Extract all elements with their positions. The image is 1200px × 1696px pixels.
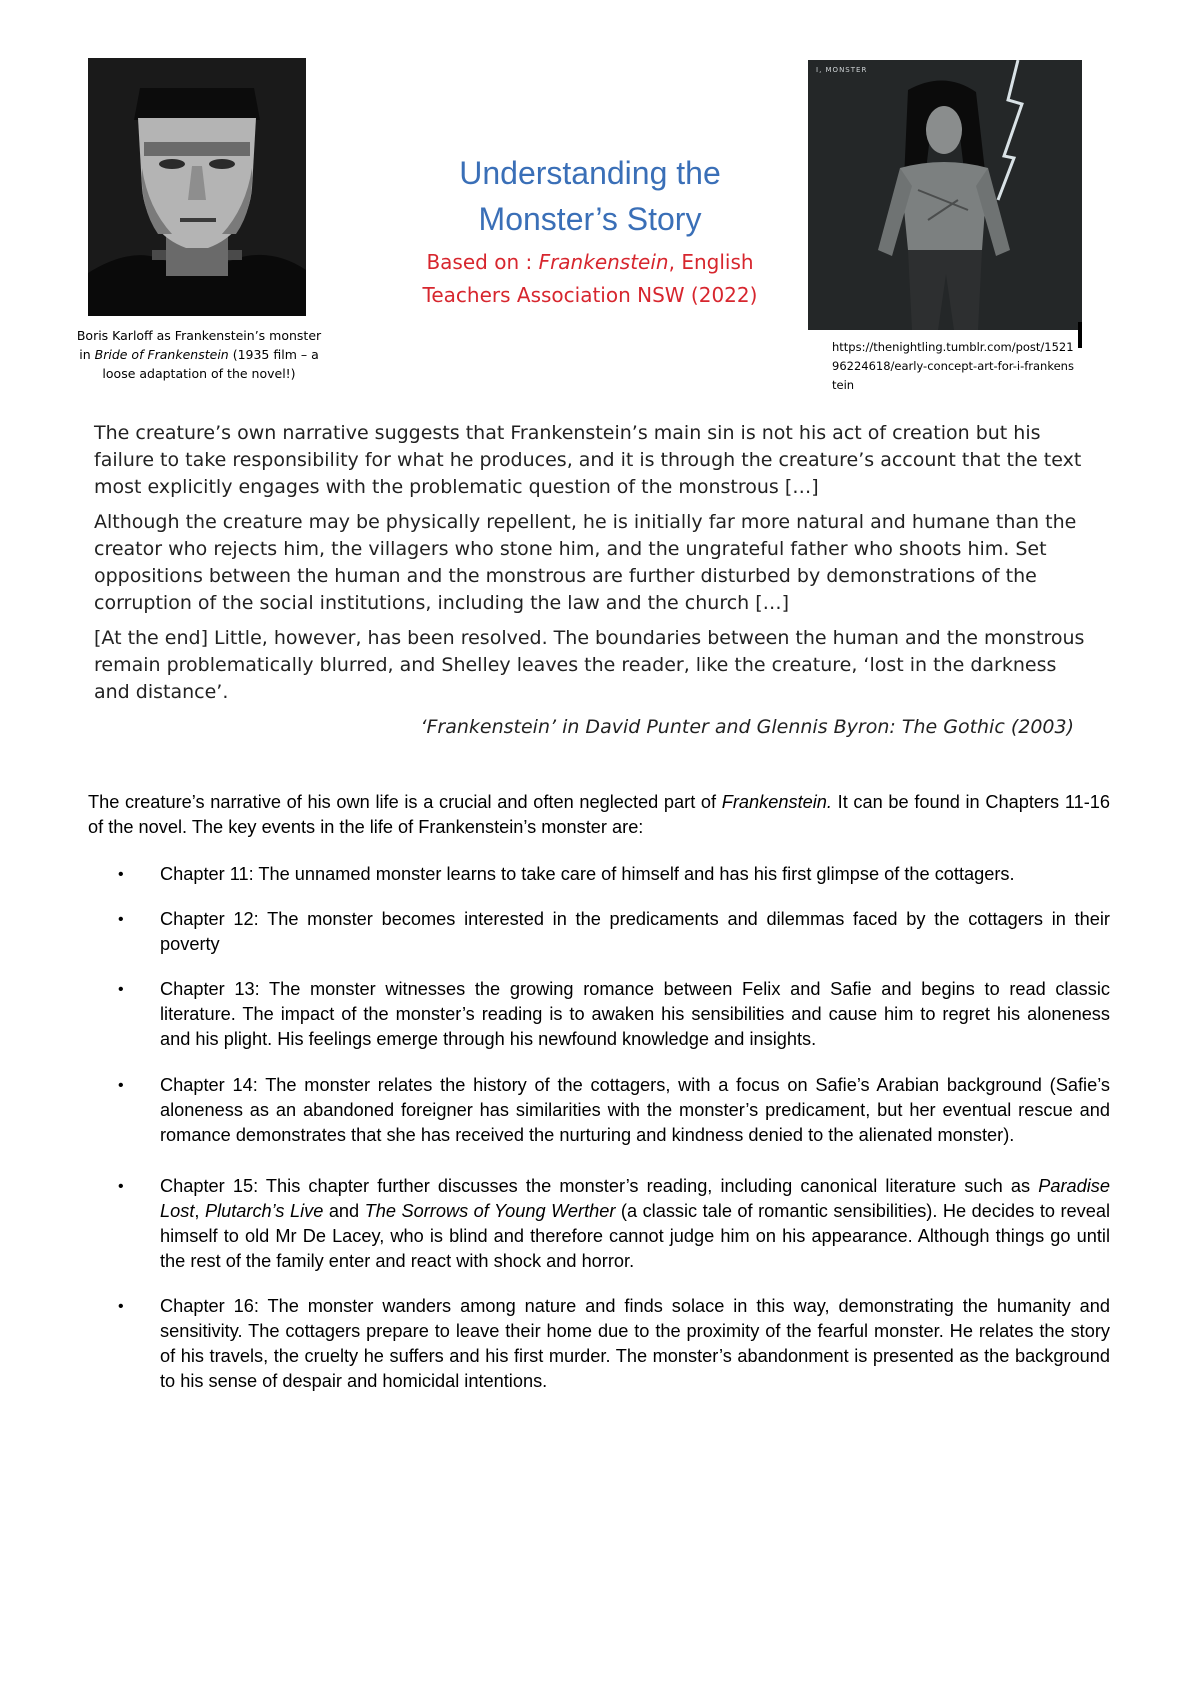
list-item xyxy=(88,907,1110,957)
karloff-photo xyxy=(88,58,306,316)
bullet-icon: • xyxy=(118,1298,124,1315)
intro-paragraph xyxy=(88,790,1110,840)
subtitle-prefix: Based on : xyxy=(426,250,539,274)
work-title: Paradise Lost xyxy=(160,1176,1110,1221)
film-title: Bride of Frankenstein xyxy=(94,347,229,362)
subtitle-line-2: Teachers Association NSW (2022) xyxy=(422,283,758,307)
intro-work-title: Frankenstein. xyxy=(721,792,832,812)
chapter-text: , xyxy=(194,1201,205,1221)
image-border-mark xyxy=(1078,322,1082,348)
chapter-list xyxy=(88,862,1110,1394)
page-title xyxy=(380,150,800,242)
caption-text: in xyxy=(79,347,95,362)
quote-paragraph-1: The creature’s own narrative suggests that Frankenstein’s main sin is not his act of creation but his failure to take responsibility for what he produces, and it is through the creature’s account that the text most explicitly engages with the problematic question of the monstrous […] xyxy=(94,422,1082,498)
chapter-16-summary: Chapter 16: The monster wanders among nature and finds solace in this way, demonstrating the humanity and sensitivity. The cottagers prepare to leave their home due to the proximity of the fearful monster. He relates the story of his travels, the cruelty he suffers and his first murder. The monster’s abandonment is presented as the background to his sense of despair and homicidal intentions. xyxy=(160,1296,1110,1391)
caption-line: Boris Karloff as Frankenstein’s monster xyxy=(76,328,322,343)
chapter-13-summary: Chapter 13: The monster witnesses the growing romance between Felix and Safie and begins to read classic literature. The impact of the monster’s reading is to awaken his sensibilities and cause him to regret his aloneness and his plight. His feelings emerge through his newfound knowledge and insights. xyxy=(160,979,1110,1049)
chapter-text: Chapter 15: This chapter further discusses the monster’s reading, including canonical literature such as xyxy=(160,1176,1039,1196)
list-item xyxy=(88,1294,1110,1394)
work-title: The Sorrows of Young Werther xyxy=(364,1201,616,1221)
bullet-icon: • xyxy=(118,911,124,928)
intro-text: The creature’s narrative of his own life is a crucial and often neglected part of xyxy=(88,792,722,812)
concept-art-link[interactable]: https://thenightling.tumblr.com/post/152196224618/early-concept-art-for-i-frankenstein xyxy=(832,340,1074,392)
critical-quote xyxy=(94,420,1094,741)
list-item xyxy=(88,1073,1110,1148)
bullet-icon: • xyxy=(118,1178,124,1195)
caption-text: (1935 film – a xyxy=(228,347,319,362)
quote-citation: ‘Frankenstein’ in David Punter and Glennis Byron: The Gothic (2003) xyxy=(420,716,1074,738)
chapter-12-summary: Chapter 12: The monster becomes interested in the predicaments and dilemmas faced by the cottagers in their poverty xyxy=(160,909,1110,954)
quote-paragraph-3: [At the end] Little, however, has been resolved. The boundaries between the human and the monstrous remain problematically blurred, and Shelley leaves the reader, like the creature, ‘lost in the darkness and distance’. xyxy=(94,627,1085,703)
intro-text: It can be found in Chapters 11-16 of the novel. The key events in the life of Frankenstein’s monster are: xyxy=(88,792,1110,837)
bullet-icon: • xyxy=(118,981,124,998)
list-item xyxy=(88,977,1110,1052)
list-item xyxy=(88,862,1110,887)
work-title: Plutarch’s Live xyxy=(204,1201,324,1221)
chapter-15-summary xyxy=(160,1176,1110,1271)
chapter-text: and xyxy=(323,1201,365,1221)
title-line-1: Understanding the xyxy=(459,155,721,191)
subtitle-work: Frankenstein xyxy=(538,250,669,274)
karloff-caption xyxy=(58,326,340,383)
karloff-portrait-drawing xyxy=(88,58,306,316)
chapter-text: (a classic tale of romantic sensibilities). He decides to reveal himself to old Mr De Lacey, who is blind and therefore cannot judge him on his appearance. Although things go until the rest of the family enter and react with shock and horror. xyxy=(160,1201,1111,1271)
list-item xyxy=(88,1174,1110,1274)
art-watermark: I, MONSTER xyxy=(816,66,868,74)
chapter-14-summary: Chapter 14: The monster relates the history of the cottagers, with a focus on Safie’s Arabian background (Safie’s aloneness as an abandoned foreigner has similarities with the monster’s predicament, but her eventual rescue and romance demonstrates that she has received the nurturing and kindness denied to the alienated monster). xyxy=(160,1075,1110,1145)
subtitle-rest: , English xyxy=(668,250,754,274)
bullet-icon: • xyxy=(118,1077,124,1094)
page-subtitle xyxy=(380,246,800,312)
quote-paragraph-2: Although the creature may be physically repellent, he is initially far more natural and humane than the creator who rejects him, the villagers who stone him, and the ungrateful father who shoots him. Set oppositions between the human and the monstrous are further disturbed by demonstrations of the corruption of the social institutions, including the law and the church […] xyxy=(94,511,1077,614)
concept-art-drawing xyxy=(808,60,1082,330)
concept-art-photo xyxy=(808,60,1082,330)
title-line-2: Monster’s Story xyxy=(478,201,702,237)
bullet-icon: • xyxy=(118,866,124,883)
caption-line: loose adaptation of the novel!) xyxy=(102,366,296,381)
chapter-11-summary: Chapter 11: The unnamed monster learns to take care of himself and has his first glimpse of the cottagers. xyxy=(160,864,1015,884)
